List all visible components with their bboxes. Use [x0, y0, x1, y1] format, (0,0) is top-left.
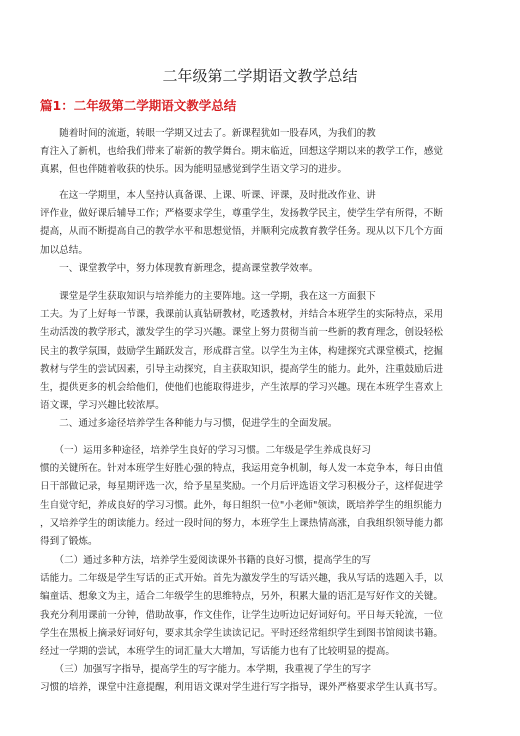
- text-line: 生自觉守纪，养成良好的学习习惯。此外，每日组织一位"小老师"领读，既培养学生的组织能力: [40, 499, 443, 511]
- text-line: 评作业，做好课后辅导工作；严格要求学生，尊重学生，发扬教学民主，使学生学有所得，不断: [40, 208, 443, 220]
- text-line: 日干部做记录，每星期评选一次，给予星星奖励。一个月后评选语文学习积极分子，这样促进学: [40, 481, 443, 493]
- text-line: 得到了锻炼。: [40, 535, 98, 547]
- text-line: （二）通过多种方法，培养学生爱阅读课外书籍的良好习惯，提高学生的写: [40, 555, 371, 566]
- text-line: 一、课堂教学中，努力体现教育新理念，提高课堂教学效率。: [40, 263, 319, 274]
- text-line: 话能力。二年级是学生写话的正式开始。首先为激发学生的写话兴趣，我从写话的选题入手，以: [40, 573, 443, 585]
- text-line: 工夫。为了上好每一节课，我课前认真钻研教材，吃透教材，并结合本班学生的实际特点，采用: [40, 309, 443, 321]
- text-line: 生动活泼的教学形式，激发学生的学习兴趣。课堂上努力贯彻当前一些新的教育理念，创设轻松: [40, 327, 443, 339]
- text-line: 习惯的培养，课堂中注意提醒，利用语文课对学生进行写字指导，课外严格要求学生认真书写。: [40, 682, 443, 694]
- text-line: 随着时间的流逝，转眼一学期又过去了。新课程犹如一股春风，为我们的教: [40, 128, 376, 139]
- paragraph-7: [40, 552, 488, 661]
- text-line: 语文课，学习兴趣比较浓厚。: [40, 400, 165, 412]
- text-line: 加以总结。: [40, 244, 88, 256]
- paragraph-3: [40, 260, 488, 278]
- text-line: （一）运用多种途径，培养学生良好的学习习惯。二年级是学生养成良好习: [40, 445, 371, 456]
- text-line: 生，提供更多的机会给他们，使他们也能取得进步，产生浓厚的学习兴趣。现在本班学生喜欢上: [40, 381, 443, 393]
- text-line: 二、通过多途径培养学生各种能力与习惯，促进学生的全面发展。: [40, 418, 338, 429]
- document-title: 二年级第二学期语文教学总结: [162, 67, 358, 85]
- text-line: 编童话、想象文为主，适合二年级学生的思维特点，另外，积累大量的语汇是写好作文的关键。: [40, 591, 443, 603]
- paragraph-6: [40, 442, 488, 551]
- text-line: 育注入了新机，也给我们带来了崭新的教学舞台。期末临近，回想这学期以来的教学工作，感觉: [40, 146, 443, 158]
- text-line: 课堂是学生获取知识与培养能力的主要阵地。这一学期，我在这一方面狠下: [40, 291, 376, 302]
- text-line: 我充分利用课前一分钟，借助故事，作文佳作，让学生边听边记好词好句。平日每天轮流，一位: [40, 609, 443, 621]
- text-line: 教材与学生的尝试因素，引导主动探究，自主获取知识，提高学生的能力。此外，注重鼓励后进: [40, 363, 443, 375]
- text-line: 民主的教学氛围，鼓励学生踊跃发言，形成群言堂。以学生为主体，构建探究式课堂模式，挖掘: [40, 345, 443, 357]
- text-line: 学生在黑板上摘录好词好句，要求其余学生读读记记。平时还经常组织学生到图书馆阅读书籍。: [40, 627, 443, 639]
- text-line: 提高，从而不断提高自己的教学水平和思想觉悟，并顺利完成教育教学任务。现从以下几个方面: [40, 226, 443, 238]
- paragraph-8: [40, 661, 488, 697]
- text-line: 真累，但也伴随着收获的快乐。因为能明显感觉到学生语文学习的进步。: [40, 164, 347, 176]
- text-line: 惯的关键所在。针对本班学生好胜心强的特点，我运用竞争机制，每人发一本竞争本，每日由值: [40, 463, 443, 475]
- text-line: 经过一学期的尝试，本班学生的词汇量大大增加，写话能力也有了比较明显的提高。: [40, 645, 395, 657]
- text-line: （三）加强写字指导，提高学生的写字能力。本学期，我重视了学生的写字: [40, 664, 371, 675]
- paragraph-2: [40, 187, 488, 260]
- paragraph-4: [40, 288, 488, 415]
- paragraph-5: [40, 415, 488, 433]
- paragraph-1: [40, 125, 488, 180]
- text-line: 在这一学期里，本人坚持认真备课、上课、听课、评课，及时批改作业、讲: [40, 190, 376, 201]
- section-heading: 篇1：二年级第二学期语文教学总结: [40, 98, 237, 113]
- text-line: ，又培养学生的朗读能力。经过一段时间的努力，本班学生上课热情高涨，自我组织领导能力都: [40, 517, 443, 529]
